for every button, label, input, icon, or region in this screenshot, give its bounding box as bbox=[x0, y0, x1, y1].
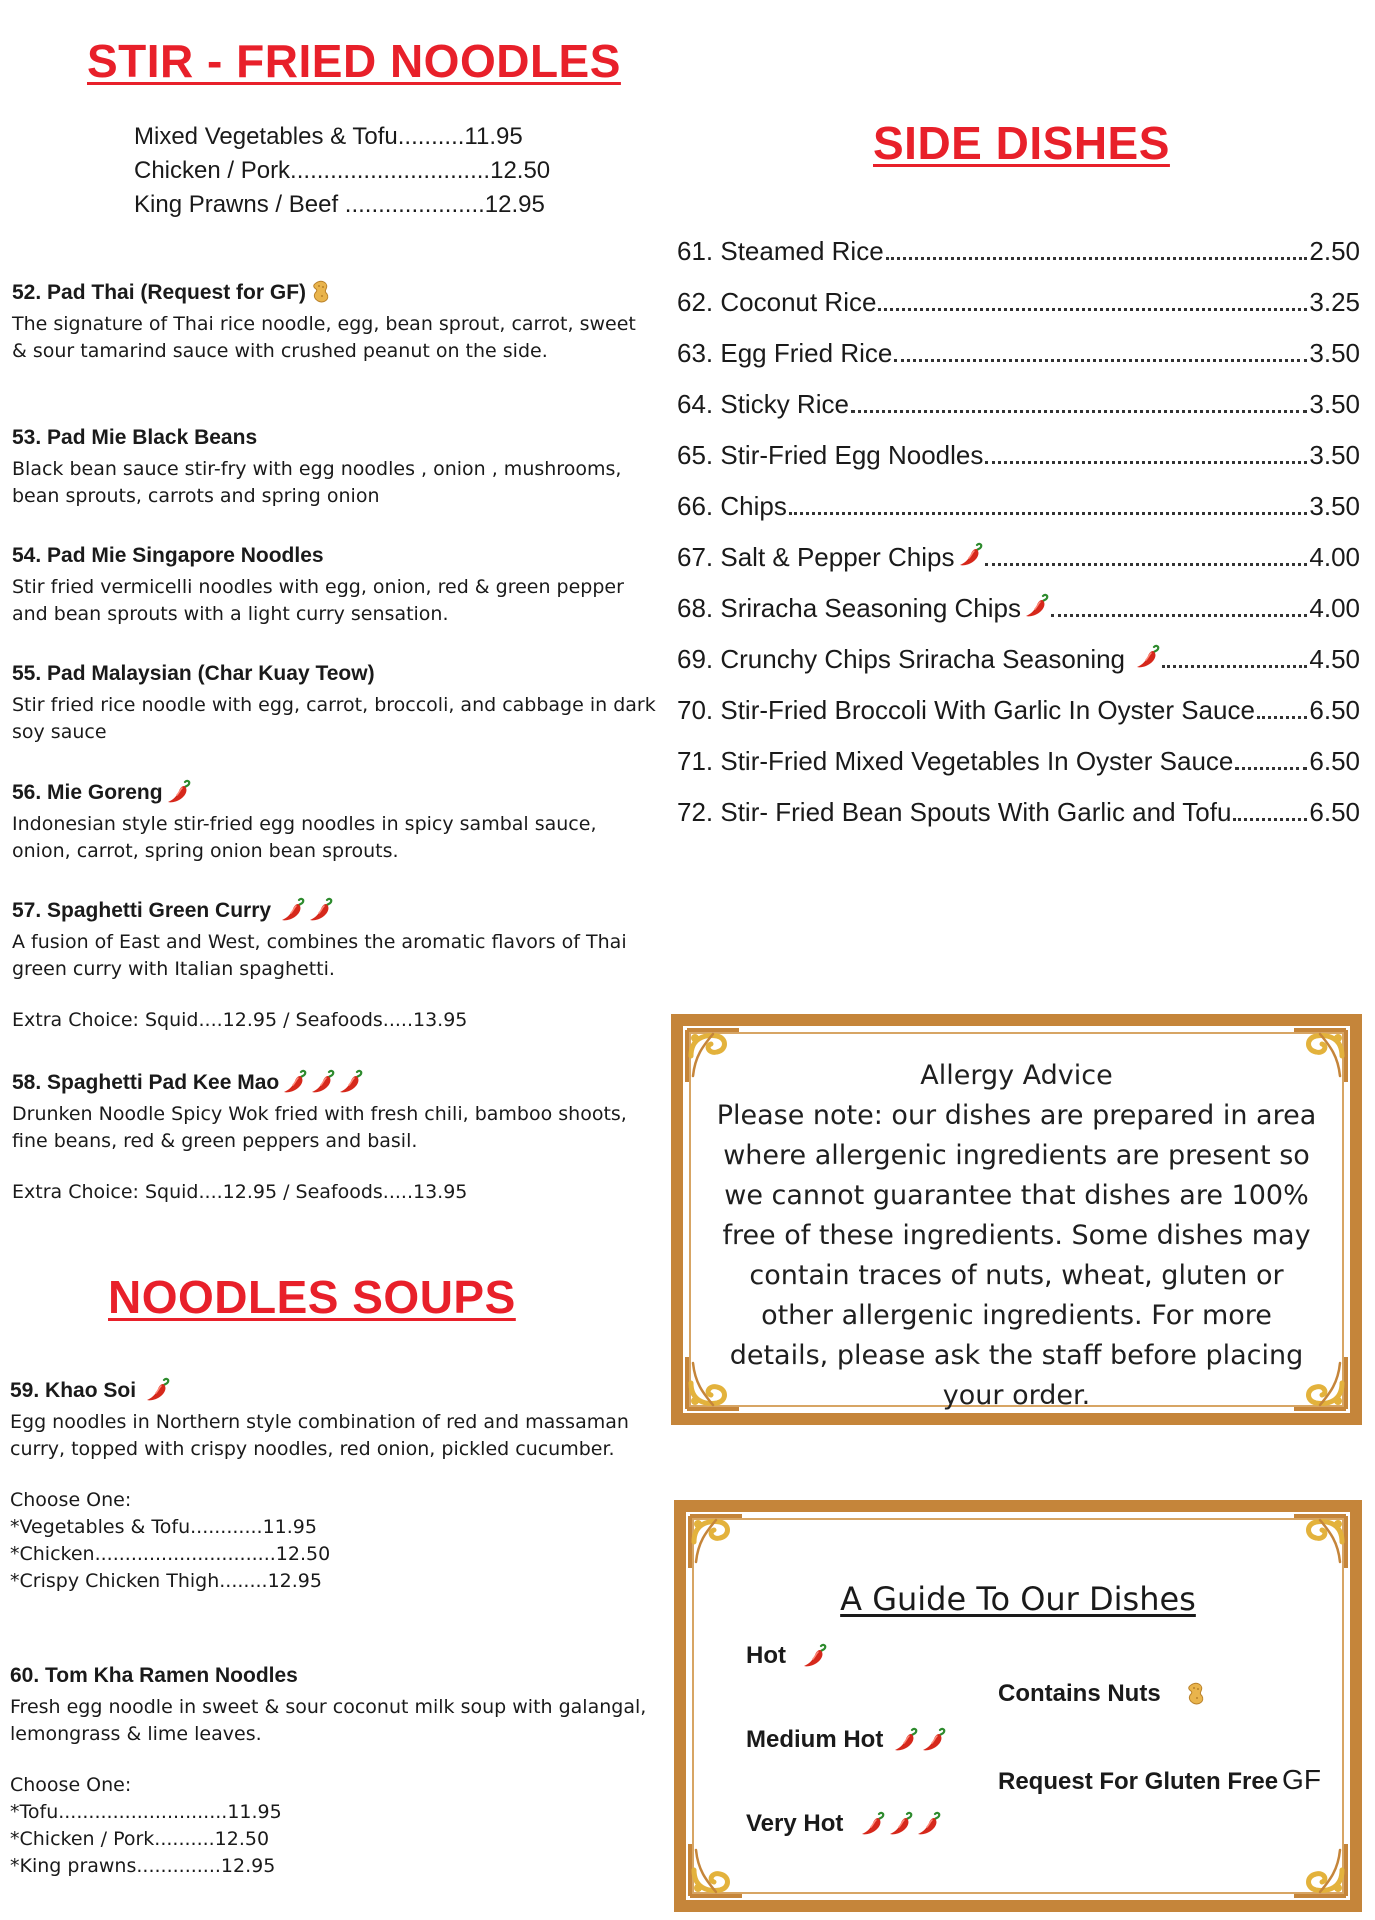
chili-pepper-icon bbox=[1134, 643, 1160, 669]
extra-choice: Extra Choice: Squid....12.95 / Seafoods.....13.95 bbox=[12, 1181, 468, 1203]
item-title: 58. Spaghetti Pad Kee Mao bbox=[12, 1068, 652, 1097]
side-dish-name: 71. Stir-Fried Mixed Vegetables In Oyster Sauce bbox=[677, 746, 1234, 776]
chili-pepper-icon bbox=[165, 778, 191, 804]
side-dish-price: 3.50 bbox=[1309, 440, 1360, 470]
item-description: Stir fried rice noodle with egg, carrot, broccoli, and cabbage in dark soy sauce bbox=[12, 694, 656, 743]
side-dish-name: 69. Crunchy Chips Sriracha Seasoning bbox=[677, 644, 1126, 674]
menu-item bbox=[12, 424, 652, 510]
side-dish-row bbox=[677, 534, 1360, 574]
chili-pepper-icon bbox=[915, 1810, 941, 1836]
extra-choice: Extra Choice: Squid....12.95 / Seafoods.....13.95 bbox=[12, 1009, 468, 1031]
option-line: *King prawns..............12.95 bbox=[10, 1855, 276, 1877]
chili-pepper-icon bbox=[337, 1068, 363, 1094]
side-dish-name: 62. Coconut Rice bbox=[677, 287, 877, 317]
allergy-title: Allergy Advice bbox=[920, 1060, 1113, 1091]
item-title: 60. Tom Kha Ramen Noodles bbox=[10, 1664, 298, 1687]
chili-pepper-icon bbox=[1023, 592, 1049, 618]
side-dish-price: 6.50 bbox=[1309, 746, 1360, 776]
side-dish-name: 64. Sticky Rice bbox=[677, 389, 849, 419]
base-price-line: King Prawns / Beef .....................12.95 bbox=[134, 191, 545, 218]
ornament-corner-icon bbox=[1290, 1512, 1350, 1572]
menu-item bbox=[12, 1068, 652, 1206]
item-description: The signature of Thai rice noodle, egg, bean sprout, carrot, sweet & sour tamarind sauce with crushed peanut on the side. bbox=[12, 313, 636, 362]
dish-guide-box bbox=[674, 1500, 1362, 1912]
item-title: 59. Khao Soi bbox=[10, 1376, 650, 1405]
peanut-icon bbox=[1183, 1680, 1209, 1706]
guide-title: A Guide To Our Dishes bbox=[840, 1580, 1196, 1618]
side-dish-name: 66. Chips bbox=[677, 491, 787, 521]
gf-mark: GF bbox=[1282, 1764, 1321, 1795]
chili-pepper-icon bbox=[957, 541, 983, 567]
chili-pepper-icon bbox=[144, 1376, 170, 1402]
item-description: Drunken Noodle Spicy Wok fried with fresh chili, bamboo shoots, fine beans, red & green peppers and basil. bbox=[12, 1103, 627, 1152]
side-dish-row bbox=[677, 585, 1360, 625]
chili-pepper-icon bbox=[859, 1810, 885, 1836]
item-description: Egg noodles in Northern style combination of red and massaman curry, topped with crispy noodles, red onion, pickled cucumber. bbox=[10, 1411, 629, 1460]
side-dish-row bbox=[677, 228, 1360, 268]
chili-pepper-icon bbox=[281, 1068, 307, 1094]
item-description: Indonesian style stir-fried egg noodles in spicy sambal sauce, onion, carrot, spring onion bean sprouts. bbox=[12, 813, 597, 862]
choose-label: Choose One: bbox=[10, 1774, 132, 1796]
side-dish-row bbox=[677, 789, 1360, 829]
item-description: Fresh egg noodle in sweet & sour coconut milk soup with galangal, lemongrass & lime leaves. bbox=[10, 1696, 647, 1745]
ornament-corner-icon bbox=[686, 1840, 746, 1900]
side-dish-price: 2.50 bbox=[1309, 236, 1360, 266]
ornament-corner-icon bbox=[686, 1512, 746, 1572]
ornament-corner-icon bbox=[1290, 1840, 1350, 1900]
option-line: *Chicken..............................12.50 bbox=[10, 1543, 331, 1565]
option-line: *Crispy Chicken Thigh........12.95 bbox=[10, 1570, 322, 1592]
option-line: *Chicken / Pork..........12.50 bbox=[10, 1828, 270, 1850]
guide-very-hot: Very Hot bbox=[746, 1810, 941, 1838]
base-price-line: Chicken / Pork..............................12.50 bbox=[134, 157, 551, 184]
side-dish-name: 70. Stir-Fried Broccoli With Garlic In Oyster Sauce bbox=[677, 695, 1255, 725]
menu-item bbox=[12, 778, 657, 865]
item-title: 56. Mie Goreng bbox=[12, 778, 657, 807]
side-dish-row bbox=[677, 687, 1360, 727]
chili-pepper-icon bbox=[309, 1068, 335, 1094]
menu-item bbox=[12, 278, 652, 365]
side-dish-price: 6.50 bbox=[1309, 797, 1360, 827]
stir-fried-heading: STIR - FRIED NOODLES bbox=[87, 35, 621, 87]
menu-item bbox=[12, 660, 657, 746]
option-line: *Vegetables & Tofu............11.95 bbox=[10, 1516, 317, 1538]
menu-item bbox=[10, 1662, 650, 1880]
chili-pepper-icon bbox=[279, 896, 305, 922]
side-dish-price: 4.00 bbox=[1309, 542, 1360, 572]
chili-pepper-icon bbox=[307, 896, 333, 922]
noodle-soups-heading: NOODLES SOUPS bbox=[108, 1271, 516, 1323]
allergy-advice-box bbox=[671, 1014, 1362, 1425]
side-dish-row bbox=[677, 483, 1360, 523]
menu-item bbox=[12, 542, 652, 628]
side-dish-row bbox=[677, 279, 1360, 319]
item-title: 52. Pad Thai (Request for GF) bbox=[12, 278, 652, 307]
option-line: *Tofu............................11.95 bbox=[10, 1801, 282, 1823]
side-dish-name: 65. Stir-Fried Egg Noodles bbox=[677, 440, 984, 470]
chili-pepper-icon bbox=[801, 1642, 827, 1668]
side-dish-row bbox=[677, 636, 1360, 676]
item-title: 54. Pad Mie Singapore Noodles bbox=[12, 544, 324, 567]
side-dishes-heading: SIDE DISHES bbox=[873, 117, 1170, 169]
side-dish-name: 61. Steamed Rice bbox=[677, 236, 884, 266]
side-dish-row bbox=[677, 381, 1360, 421]
side-dish-row bbox=[677, 330, 1360, 370]
choose-label: Choose One: bbox=[10, 1489, 132, 1511]
chili-pepper-icon bbox=[920, 1726, 946, 1752]
item-title: 53. Pad Mie Black Beans bbox=[12, 426, 258, 449]
chili-pepper-icon bbox=[887, 1810, 913, 1836]
item-description: Black bean sauce stir-fry with egg noodles , onion , mushrooms, bean sprouts, carrots and spring onion bbox=[12, 458, 622, 507]
side-dish-price: 6.50 bbox=[1309, 695, 1360, 725]
base-price-line: Mixed Vegetables & Tofu..........11.95 bbox=[134, 123, 523, 150]
guide-medium-hot: Medium Hot bbox=[746, 1726, 946, 1754]
side-dish-price: 4.50 bbox=[1309, 644, 1360, 674]
side-dish-price: 3.25 bbox=[1309, 287, 1360, 317]
side-dish-name: 67. Salt & Pepper Chips bbox=[677, 542, 955, 572]
chili-pepper-icon bbox=[892, 1726, 918, 1752]
side-dish-name: 68. Sriracha Seasoning Chips bbox=[677, 593, 1021, 623]
item-title: 55. Pad Malaysian (Char Kuay Teow) bbox=[12, 662, 375, 685]
item-description: Stir fried vermicelli noodles with egg, onion, red & green pepper and bean sprouts with a light curry sensation. bbox=[12, 576, 624, 625]
side-dish-name: 63. Egg Fried Rice bbox=[677, 338, 893, 368]
side-dish-name: 72. Stir- Fried Bean Spouts With Garlic and Tofu bbox=[677, 797, 1232, 827]
item-description: A fusion of East and West, combines the aromatic flavors of Thai green curry with Italian spaghetti. bbox=[12, 931, 627, 980]
allergy-body: Please note: our dishes are prepared in area where allergenic ingredients are present so we cannot guarantee that dishes are 100% free of these ingredients. Some dishes may contain traces of nuts, wheat, gluten or other allergenic ingredients. For more details, please ask the staff before placing your order. bbox=[716, 1100, 1317, 1411]
item-title: 57. Spaghetti Green Curry bbox=[12, 896, 652, 925]
guide-gluten-free: Request For Gluten Free GF bbox=[998, 1764, 1321, 1795]
side-dish-price: 3.50 bbox=[1309, 338, 1360, 368]
side-dish-row bbox=[677, 738, 1360, 778]
side-dish-price: 4.00 bbox=[1309, 593, 1360, 623]
menu-item bbox=[10, 1376, 650, 1595]
menu-item bbox=[12, 896, 652, 1034]
side-dish-price: 3.50 bbox=[1309, 389, 1360, 419]
base-price-list bbox=[134, 120, 550, 222]
guide-hot: Hot bbox=[746, 1642, 827, 1670]
peanut-icon bbox=[308, 278, 334, 304]
side-dish-price: 3.50 bbox=[1309, 491, 1360, 521]
guide-contains-nuts: Contains Nuts bbox=[998, 1680, 1209, 1708]
side-dish-row bbox=[677, 432, 1360, 472]
